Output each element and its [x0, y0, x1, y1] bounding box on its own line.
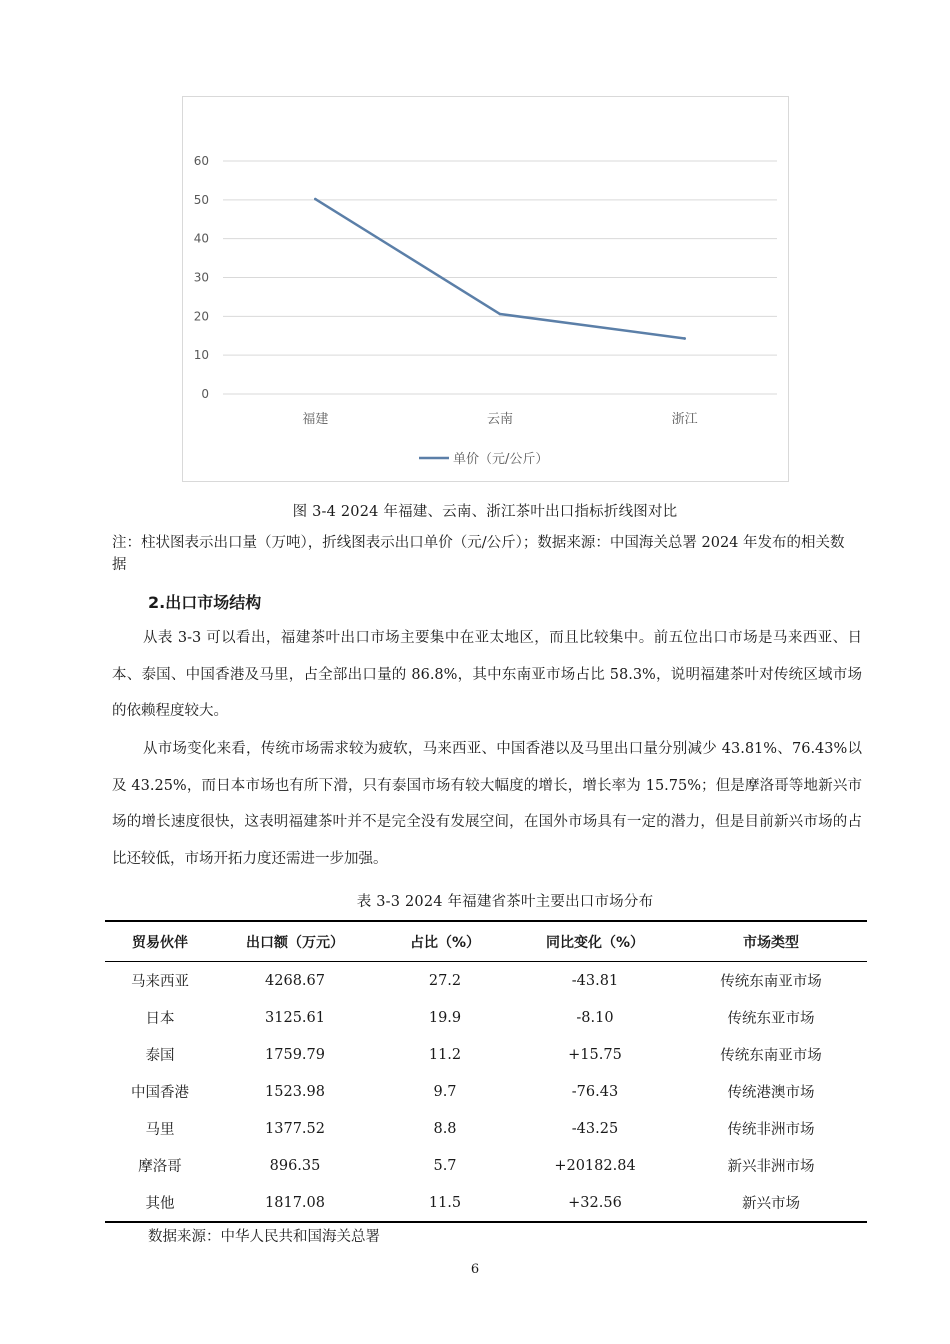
partner-cell: 摩洛哥 — [138, 1159, 182, 1175]
export-value-cell: 1523.98 — [265, 1083, 325, 1100]
share-cell: 27.2 — [428, 972, 462, 989]
table-caption: 表 3-3 2024 年福建省茶叶主要出口市场分布 — [356, 894, 654, 910]
yoy-change-cell: +15.75 — [568, 1046, 622, 1063]
yoy-change-cell: -43.81 — [571, 972, 619, 989]
market-type-cell: 新兴非洲市场 — [727, 1159, 815, 1175]
share-cell: 9.7 — [433, 1083, 457, 1100]
export-value-cell: 1759.79 — [265, 1046, 325, 1063]
table-header-row — [105, 921, 867, 962]
line-chart — [182, 96, 789, 482]
partner-cell: 马里 — [145, 1122, 175, 1138]
export-value-cell: 4268.67 — [265, 972, 325, 989]
table-row — [105, 1184, 867, 1222]
export-value-cell: 896.35 — [269, 1157, 321, 1174]
table-row — [105, 1110, 867, 1147]
share-cell: 5.7 — [433, 1157, 457, 1174]
share-cell: 11.5 — [375, 1184, 515, 1222]
table-row — [105, 962, 867, 1000]
market-type-cell: 传统港澳市场 — [727, 1085, 815, 1101]
table-row — [105, 1073, 867, 1110]
share-cell: 8.8 — [433, 1120, 457, 1137]
x-tick-label: 福建 — [302, 412, 329, 427]
partner-cell: 其他 — [105, 1184, 215, 1222]
export-value-cell: 1377.52 — [265, 1120, 325, 1137]
partner-cell: 日本 — [145, 1011, 175, 1027]
share-cell: 19.9 — [428, 1009, 462, 1026]
table-source: 数据来源：中华人民共和国海关总署 — [148, 1229, 380, 1245]
table-row — [105, 1036, 867, 1073]
header-share: 占比（%） — [375, 921, 515, 962]
y-tick-label: 10 — [193, 348, 209, 363]
export-market-table — [105, 920, 867, 1223]
market-type-cell: 传统非洲市场 — [727, 1122, 815, 1138]
export-value-cell: 3125.61 — [265, 1009, 325, 1026]
market-type-cell: 传统东南亚市场 — [720, 974, 822, 990]
figure-note: 注：柱状图表示出口量（万吨），折线图表示出口单价（元/公斤）；数据来源：中国海关总署 2024 年发布的相关数据 — [112, 535, 845, 573]
legend-label: 单价（元/公斤） — [453, 452, 549, 467]
export-value-cell: 1817.08 — [215, 1184, 375, 1222]
data-point — [499, 313, 502, 316]
chart-canvas — [183, 97, 790, 483]
header-market-type: 市场类型 — [675, 921, 867, 962]
x-tick-label: 浙江 — [671, 412, 698, 427]
header-yoy-change: 同比变化（%） — [515, 921, 675, 962]
x-tick-label: 云南 — [486, 412, 514, 427]
yoy-change-cell: +32.56 — [515, 1184, 675, 1222]
section-heading: 2.出口市场结构 — [148, 593, 262, 612]
share-cell: 11.2 — [428, 1046, 462, 1063]
page-number: 6 — [470, 1262, 480, 1277]
y-tick-label: 30 — [193, 270, 209, 285]
partner-cell: 马来西亚 — [131, 974, 189, 990]
market-type-cell: 传统东亚市场 — [727, 1011, 815, 1027]
partner-cell: 泰国 — [145, 1048, 175, 1064]
y-tick-label: 50 — [193, 192, 209, 207]
header-partner: 贸易伙伴 — [105, 921, 215, 962]
y-tick-label: 0 — [201, 387, 209, 401]
yoy-change-cell: -8.10 — [576, 1009, 614, 1026]
market-type-cell: 新兴市场 — [675, 1184, 867, 1222]
data-point — [314, 198, 317, 201]
market-type-cell: 传统东南亚市场 — [720, 1048, 822, 1064]
yoy-change-cell: -43.25 — [571, 1120, 619, 1137]
yoy-change-cell: -76.43 — [571, 1083, 619, 1100]
y-tick-label: 40 — [193, 231, 209, 246]
header-export-value: 出口额（万元） — [215, 921, 375, 962]
y-tick-label: 60 — [193, 154, 209, 168]
data-point — [683, 337, 686, 340]
y-tick-label: 20 — [193, 309, 209, 324]
yoy-change-cell: +20182.84 — [554, 1157, 636, 1174]
figure-caption: 图 3-4 2024 年福建、云南、浙江茶叶出口指标折线图对比 — [292, 504, 678, 520]
table-row — [105, 999, 867, 1036]
table-row — [105, 1147, 867, 1184]
paragraph-1: 从表 3-3 可以看出，福建茶叶出口市场主要集中在亚太地区，而且比较集中。前五位出口市场是马来西亚、日本、泰国、中国香港及马里，占全部出口量的 86.8%，其中东南亚市场占比 58.3%，说明福建茶叶对传统区域市场的依赖程度较大。 — [112, 630, 862, 719]
partner-cell: 中国香港 — [131, 1085, 189, 1101]
paragraph-2: 从市场变化来看，传统市场需求较为疲软，马来西亚、中国香港以及马里出口量分别减少 43.81%、76.43%以及 43.25%，而日本市场也有所下滑，只有泰国市场有较大幅度的增长，增长率为 15.75%；但是摩洛哥等地新兴市场的增长速度很快，这表明福建茶叶并不是完全没有发展空间，在国外市场具有一定的潜力，但是目前新兴市场的占比还较低，市场开拓力度还需进一步加强。 — [112, 741, 862, 867]
series-line — [315, 199, 684, 338]
